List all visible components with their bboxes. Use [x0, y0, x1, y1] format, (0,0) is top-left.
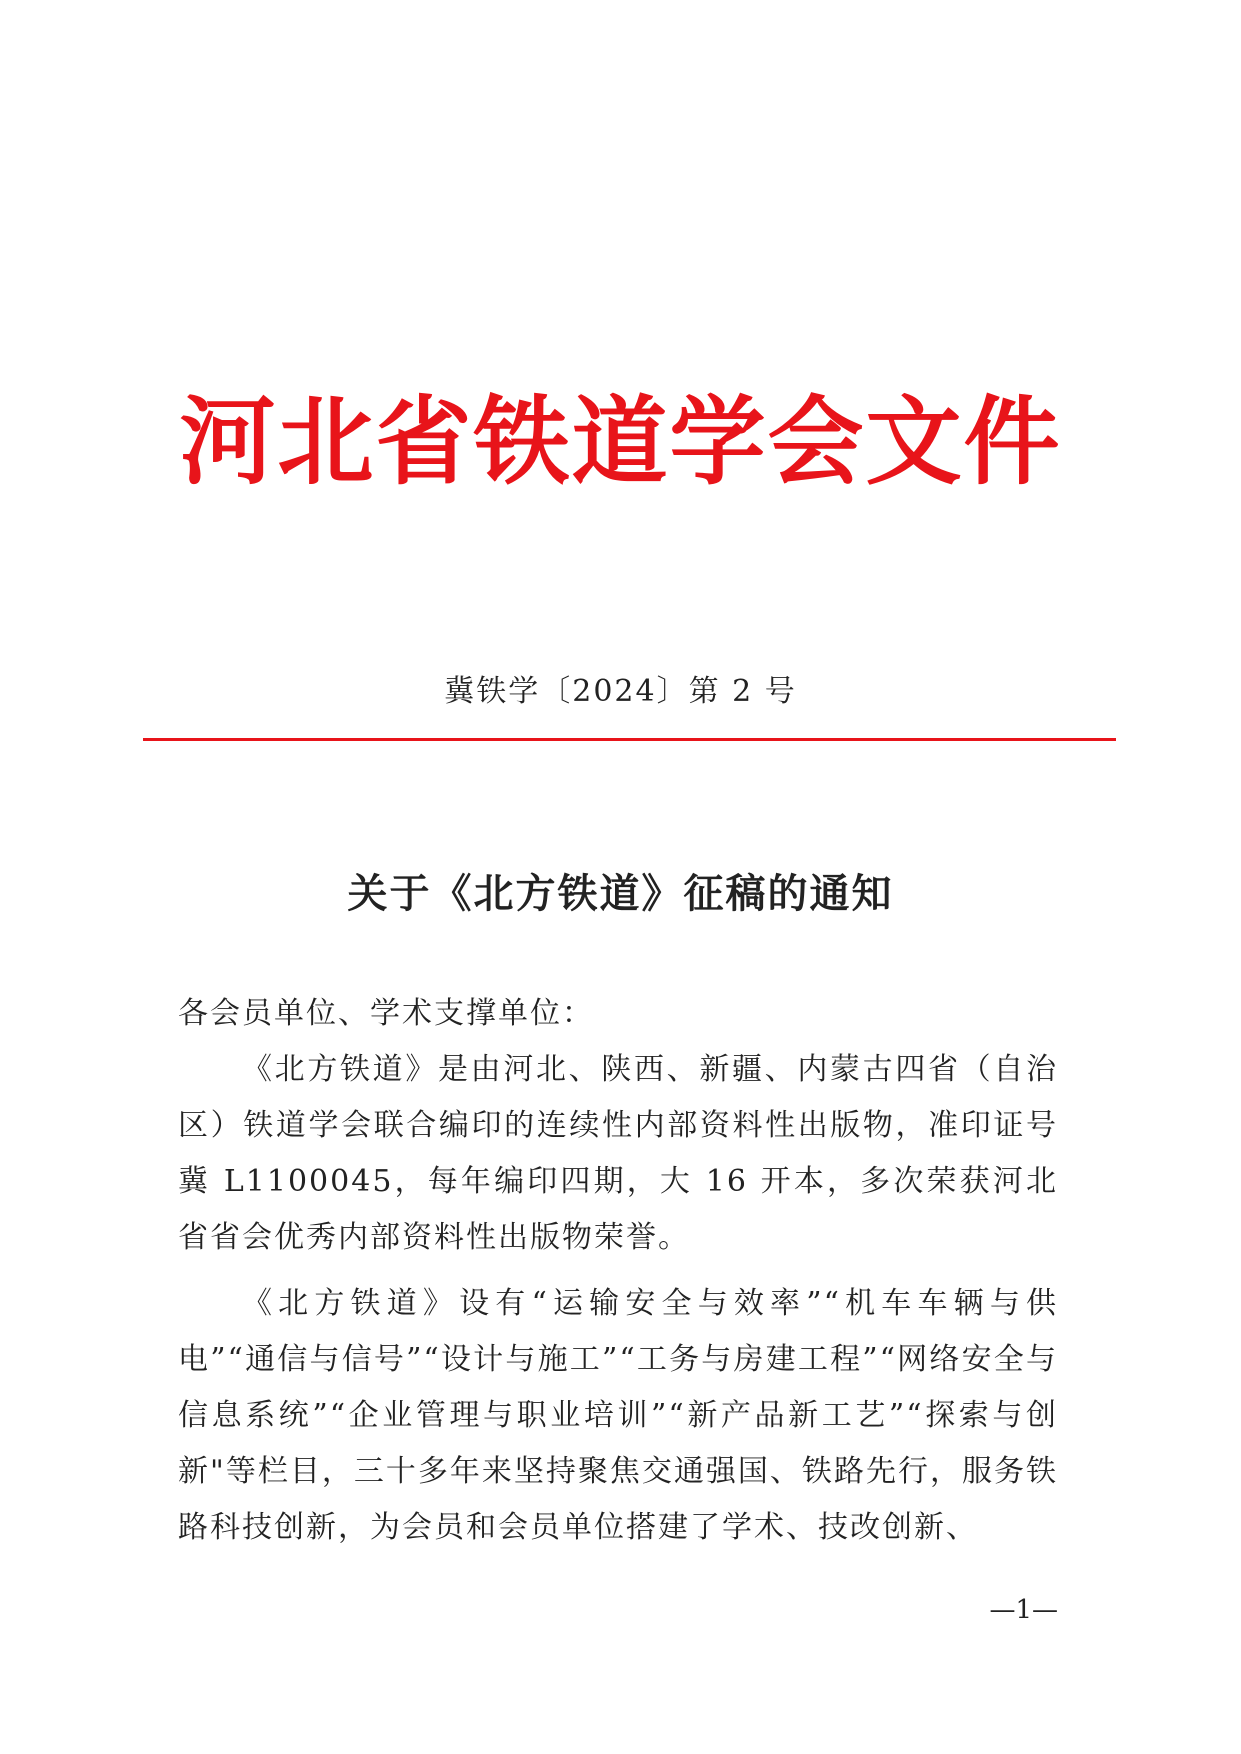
page-number: —1— [989, 1595, 1058, 1625]
notice-body [178, 986, 1058, 1556]
masthead-title: 河北省铁道学会文件 [179, 385, 1062, 498]
paragraph-columns: 《北方铁道》设有“运输安全与效率”“机车车辆与供电”“通信与信号”“设计与施工”“工务与房建工程”“网络安全与信息系统”“企业管理与职业培训”“新产品新工艺”“探索与创新"等栏目，三十多年来坚持聚焦交通强国、铁路先行，服务铁路科技创新，为会员和会员单位搭建了学术、技改创新、 [178, 1286, 1058, 1545]
red-divider-line [143, 738, 1116, 741]
salutation: 各会员单位、学术支撑单位： [178, 996, 594, 1031]
paragraph-intro: 《北方铁道》是由河北、陕西、新疆、内蒙古四省（自治区）铁道学会联合编印的连续性内部资料性出版物，准印证号冀 L1100045，每年编印四期，大 16 开本，多次荣获河北省省会优秀内部资料性出版物荣誉。 [178, 1052, 1058, 1255]
notice-title: 关于《北方铁道》征稿的通知 [347, 870, 894, 917]
document-number: 冀铁学〔2024〕第 2 号 [444, 674, 797, 709]
